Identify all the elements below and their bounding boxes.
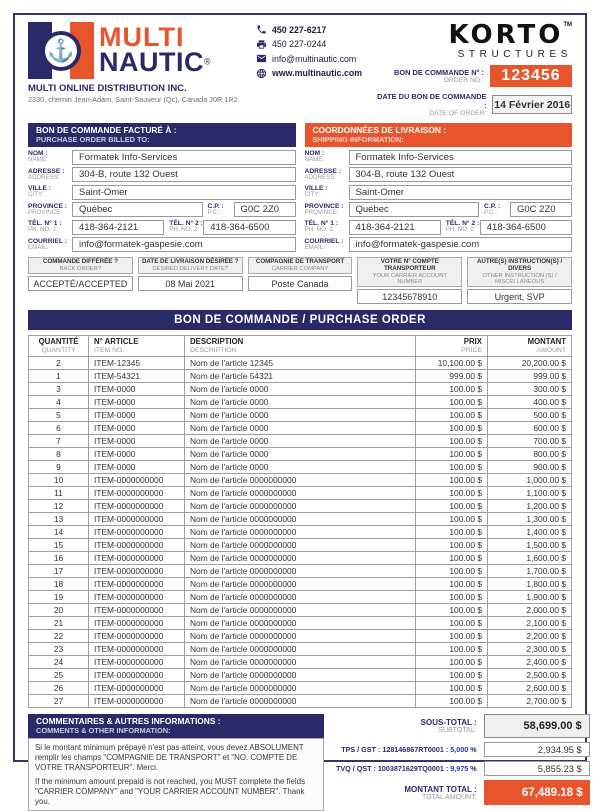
item-no-cell[interactable]: ITEM-0000 bbox=[89, 383, 185, 396]
item-price-cell[interactable]: 100.00 $ bbox=[416, 487, 488, 500]
item-no-cell[interactable]: ITEM-0000000000 bbox=[89, 513, 185, 526]
item-row bbox=[29, 435, 572, 448]
item-quantity-cell[interactable]: 10 bbox=[29, 474, 89, 487]
item-row bbox=[29, 565, 572, 578]
item-price-cell[interactable]: 100.00 $ bbox=[416, 474, 488, 487]
item-price-cell[interactable]: 100.00 $ bbox=[416, 526, 488, 539]
order-number-label: BON DE COMMANDE N° : ORDER NO.: bbox=[394, 68, 484, 84]
item-quantity-cell[interactable]: 2 bbox=[29, 357, 89, 370]
item-price-cell[interactable]: 100.00 $ bbox=[416, 695, 488, 708]
item-quantity-cell[interactable]: 4 bbox=[29, 396, 89, 409]
items-table bbox=[28, 335, 572, 708]
item-amount-cell[interactable]: 2,300.00 $ bbox=[488, 643, 572, 656]
item-description-cell[interactable]: Nom de l'article 0000000000 bbox=[185, 474, 416, 487]
item-row bbox=[29, 409, 572, 422]
company-name: MULTI ONLINE DISTRIBUTION INC. bbox=[28, 83, 187, 94]
billed-phone2-field[interactable]: 418-364-6500 bbox=[203, 220, 295, 235]
item-row bbox=[29, 500, 572, 513]
item-price-cell[interactable]: 100.00 $ bbox=[416, 591, 488, 604]
billed-name-field[interactable]: Formatek Info-Services bbox=[72, 150, 296, 165]
item-quantity-cell[interactable]: 21 bbox=[29, 617, 89, 630]
shipping-phone1-label: TÉL. N° 1 : PH. NO. 1: bbox=[304, 220, 339, 234]
item-quantity-cell[interactable]: 3 bbox=[29, 383, 89, 396]
item-description-cell[interactable]: Nom de l'article 0000000000 bbox=[185, 695, 416, 708]
transport-field[interactable]: ACCEPTÉ/ACCEPTED bbox=[28, 276, 133, 291]
item-price-cell[interactable]: 100.00 $ bbox=[416, 643, 488, 656]
item-no-cell[interactable]: ITEM-0000000000 bbox=[89, 526, 185, 539]
korto-brand-sub: STRUCTURES bbox=[457, 49, 572, 60]
item-no-header: N° ARTICLE ITEM NO. bbox=[89, 336, 185, 357]
item-description-cell[interactable]: Nom de l'article 0000000000 bbox=[185, 500, 416, 513]
item-quantity-cell[interactable]: 9 bbox=[29, 461, 89, 474]
shipping-header: COORDONNÉES DE LIVRAISON : SHIPPING INFORMATION: bbox=[305, 123, 573, 147]
item-quantity-cell[interactable]: 19 bbox=[29, 591, 89, 604]
logo-word-nautic: NAUTIC bbox=[99, 47, 204, 78]
shipping-phone2-label: TÉL. N° 2 : PH. NO. 2: bbox=[445, 220, 480, 234]
item-quantity-cell[interactable]: 6 bbox=[29, 422, 89, 435]
item-price-cell[interactable]: 100.00 $ bbox=[416, 578, 488, 591]
contact-website: www.multinautic.com bbox=[256, 68, 376, 79]
transport-field[interactable]: 08 Mai 2021 bbox=[138, 276, 243, 291]
gst-label: TPS / GST : 128146867RT0001 : 5,000 % bbox=[341, 745, 477, 755]
transport-field[interactable]: Poste Canada bbox=[248, 276, 353, 291]
purchase-order-band: BON DE COMMANDE / PURCHASE ORDER bbox=[28, 310, 572, 330]
item-description-cell[interactable]: Nom de l'article 0000 bbox=[185, 409, 416, 422]
item-amount-cell[interactable]: 2,600.00 $ bbox=[488, 682, 572, 695]
item-description-cell[interactable]: Nom de l'article 0000000000 bbox=[185, 591, 416, 604]
item-row bbox=[29, 370, 572, 383]
item-amount-cell[interactable]: 1,400.00 $ bbox=[488, 526, 572, 539]
item-quantity-cell[interactable]: 20 bbox=[29, 604, 89, 617]
billed-city-label: VILLE : CITY: bbox=[28, 185, 52, 199]
item-row bbox=[29, 604, 572, 617]
qst-row bbox=[336, 761, 590, 776]
registered-icon: ® bbox=[204, 56, 211, 67]
item-no-cell[interactable]: ITEM-0000000000 bbox=[89, 565, 185, 578]
item-quantity-cell[interactable]: 23 bbox=[29, 643, 89, 656]
item-amount-cell[interactable]: 1,100.00 $ bbox=[488, 487, 572, 500]
item-no-cell[interactable]: ITEM-0000000000 bbox=[89, 591, 185, 604]
subtotal-value: 58,699.00 $ bbox=[484, 714, 590, 738]
item-amount-cell[interactable]: 500.00 $ bbox=[488, 409, 572, 422]
item-row bbox=[29, 396, 572, 409]
billed-phone1-label: TÉL. N° 1 : PH. NO. 1: bbox=[28, 220, 62, 234]
shipping-address-field[interactable]: 304-B, route 132 Ouest bbox=[349, 167, 573, 182]
item-price-cell[interactable]: 100.00 $ bbox=[416, 656, 488, 669]
item-description-cell[interactable]: Nom de l'article 0000000000 bbox=[185, 539, 416, 552]
item-row bbox=[29, 695, 572, 708]
item-description-cell[interactable]: Nom de l'article 0000000000 bbox=[185, 552, 416, 565]
billed-postal-field[interactable]: G0C 2Z0 bbox=[234, 202, 296, 217]
item-price-cell[interactable]: 100.00 $ bbox=[416, 461, 488, 474]
transport-label: COMMANDE DIFFÉRÉE ? BACK ORDER? bbox=[28, 257, 133, 274]
item-no-cell[interactable]: ITEM-0000000000 bbox=[89, 474, 185, 487]
item-price-cell[interactable]: 100.00 $ bbox=[416, 669, 488, 682]
billed-phone2-label: TÉL. N° 2 : PH. NO. 2: bbox=[169, 220, 203, 234]
item-amount-cell[interactable]: 2,700.00 $ bbox=[488, 695, 572, 708]
item-no-cell[interactable]: ITEM-0000000000 bbox=[89, 578, 185, 591]
order-date-row bbox=[376, 92, 572, 117]
subtotal-label: SOUS-TOTAL : SUBTOTAL: bbox=[420, 718, 477, 735]
fax-icon bbox=[256, 39, 267, 50]
item-quantity-cell[interactable]: 17 bbox=[29, 565, 89, 578]
billed-province-label: PROVINCE : PROVINCE: bbox=[28, 202, 68, 216]
korto-brand-name: KORTO bbox=[448, 20, 564, 50]
item-amount-cell[interactable]: 400.00 $ bbox=[488, 396, 572, 409]
item-amount-cell[interactable]: 1,500.00 $ bbox=[488, 539, 572, 552]
phone-icon bbox=[256, 24, 267, 35]
billed-province-field[interactable]: Québec bbox=[72, 202, 203, 217]
quantity-header: QUANTITÉ QUANTITY bbox=[29, 336, 89, 357]
transport-column bbox=[357, 257, 462, 304]
item-no-cell[interactable]: ITEM-0000 bbox=[89, 409, 185, 422]
item-description-cell[interactable]: Nom de l'article 0000000000 bbox=[185, 604, 416, 617]
item-price-cell[interactable]: 100.00 $ bbox=[416, 682, 488, 695]
shipping-phone1-field[interactable]: 418-364-2121 bbox=[349, 220, 441, 235]
item-row bbox=[29, 487, 572, 500]
korto-logo bbox=[449, 22, 572, 60]
transport-column bbox=[138, 257, 243, 304]
item-description-cell[interactable]: Nom de l'article 0000000000 bbox=[185, 617, 416, 630]
item-quantity-cell[interactable]: 5 bbox=[29, 409, 89, 422]
item-no-cell[interactable]: ITEM-0000 bbox=[89, 435, 185, 448]
gst-row bbox=[336, 742, 590, 757]
item-row bbox=[29, 357, 572, 370]
company-address: 2330, chemin Jean-Adam, Saint-Sauveur (Qc), Canada J0R 1R2 bbox=[28, 95, 238, 104]
item-quantity-cell[interactable]: 22 bbox=[29, 630, 89, 643]
item-price-cell[interactable]: 100.00 $ bbox=[416, 539, 488, 552]
item-row bbox=[29, 578, 572, 591]
item-no-cell[interactable]: ITEM-0000000000 bbox=[89, 630, 185, 643]
item-amount-cell[interactable]: 600.00 $ bbox=[488, 422, 572, 435]
item-description-cell[interactable]: Nom de l'article 0000 bbox=[185, 396, 416, 409]
subtotal-row bbox=[336, 714, 590, 738]
item-description-cell[interactable]: Nom de l'article 0000000000 bbox=[185, 669, 416, 682]
billed-email-field[interactable]: info@formatek-gaspesie.com bbox=[72, 237, 296, 252]
item-no-cell[interactable]: ITEM-0000 bbox=[89, 396, 185, 409]
item-description-cell[interactable]: Nom de l'article 0000 bbox=[185, 448, 416, 461]
item-quantity-cell[interactable]: 12 bbox=[29, 500, 89, 513]
logo-anchor-mark bbox=[28, 22, 94, 79]
item-row bbox=[29, 422, 572, 435]
items-header-row bbox=[29, 336, 572, 357]
item-price-cell[interactable]: 100.00 $ bbox=[416, 448, 488, 461]
globe-icon bbox=[256, 68, 267, 79]
comments-paragraph-en: If the minimum amount prepaid is not reached, you MUST complete the fields "CARRIER COMPANY" and "YOUR CARRIER ACCOUNT NUMBER". Thank you. bbox=[35, 777, 306, 806]
item-amount-cell[interactable]: 2,100.00 $ bbox=[488, 617, 572, 630]
shipping-email-label: COURRIEL : EMAIL: bbox=[304, 237, 344, 251]
shipping-postal-label: C.P. : P.C.: bbox=[484, 202, 501, 216]
item-price-cell[interactable]: 100.00 $ bbox=[416, 435, 488, 448]
item-price-cell[interactable]: 100.00 $ bbox=[416, 422, 488, 435]
item-row bbox=[29, 539, 572, 552]
item-no-cell[interactable]: ITEM-0000000000 bbox=[89, 500, 185, 513]
comments-paragraph-fr: Si le montant minimum prépayé n'est pas atteint, vous devez ABSOLUMENT remplir les champs "COMPAGNIE DE TRANSPORT" et "NO. COMPTE DE VOTRE TRANSPORTEUR". Merci. bbox=[35, 743, 304, 772]
item-quantity-cell[interactable]: 25 bbox=[29, 669, 89, 682]
item-quantity-cell[interactable]: 13 bbox=[29, 513, 89, 526]
order-number-row bbox=[394, 65, 572, 87]
item-description-cell[interactable]: Nom de l'article 0000 bbox=[185, 435, 416, 448]
transport-field[interactable]: Urgent, SVP bbox=[467, 289, 572, 304]
item-quantity-cell[interactable]: 14 bbox=[29, 526, 89, 539]
item-amount-cell[interactable]: 2,200.00 $ bbox=[488, 630, 572, 643]
contact-fax: 450 227-0244 bbox=[256, 39, 376, 50]
item-amount-cell[interactable]: 2,000.00 $ bbox=[488, 604, 572, 617]
billed-postal-label: C.P. : P.C.: bbox=[207, 202, 224, 216]
item-row bbox=[29, 448, 572, 461]
item-no-cell[interactable]: ITEM-0000000000 bbox=[89, 617, 185, 630]
billed-name-label: NOM : NAME: bbox=[28, 150, 48, 164]
shipping-name-field[interactable]: Formatek Info-Services bbox=[349, 150, 573, 165]
email-icon bbox=[256, 53, 267, 64]
transport-column bbox=[467, 257, 572, 304]
item-amount-cell[interactable]: 800.00 $ bbox=[488, 448, 572, 461]
totals-section bbox=[324, 714, 590, 811]
item-price-cell[interactable]: 100.00 $ bbox=[416, 604, 488, 617]
item-amount-cell[interactable]: 1,700.00 $ bbox=[488, 565, 572, 578]
item-description-cell[interactable]: Nom de l'article 0000000000 bbox=[185, 656, 416, 669]
billed-to-section bbox=[28, 123, 296, 252]
item-description-cell[interactable]: Nom de l'article 0000000000 bbox=[185, 682, 416, 695]
shipping-city-label: VILLE : CITY: bbox=[304, 185, 328, 199]
item-price-cell[interactable]: 100.00 $ bbox=[416, 617, 488, 630]
item-no-cell[interactable]: ITEM-0000000000 bbox=[89, 487, 185, 500]
item-no-cell[interactable]: ITEM-12345 bbox=[89, 357, 185, 370]
item-price-cell[interactable]: 100.00 $ bbox=[416, 500, 488, 513]
price-header: PRIX PRICE bbox=[416, 336, 488, 357]
item-row bbox=[29, 630, 572, 643]
item-description-cell[interactable]: Nom de l'article 0000000000 bbox=[185, 487, 416, 500]
item-no-cell[interactable]: ITEM-0000 bbox=[89, 461, 185, 474]
item-price-cell[interactable]: 10,100.00 $ bbox=[416, 357, 488, 370]
total-label: MONTANT TOTAL : TOTAL AMOUNT: bbox=[404, 784, 477, 801]
item-quantity-cell[interactable]: 7 bbox=[29, 435, 89, 448]
purchase-order-page bbox=[13, 13, 587, 806]
item-row bbox=[29, 682, 572, 695]
billed-email-label: COURRIEL : EMAIL: bbox=[28, 237, 67, 251]
shipping-province-field[interactable]: Québec bbox=[349, 202, 480, 217]
item-quantity-cell[interactable]: 1 bbox=[29, 370, 89, 383]
item-amount-cell[interactable]: 1,200.00 $ bbox=[488, 500, 572, 513]
shipping-city-field[interactable]: Saint-Omer bbox=[349, 185, 573, 200]
comments-header: COMMENTAIRES & AUTRES INFORMATIONS : COMMENTS & OTHER INFORMATION: bbox=[28, 714, 324, 738]
item-quantity-cell[interactable]: 15 bbox=[29, 539, 89, 552]
item-row bbox=[29, 474, 572, 487]
logo-word-multi: MULTI bbox=[99, 22, 185, 52]
qst-value-field[interactable]: 5,855.23 $ bbox=[484, 761, 590, 776]
transport-label: VOTRE N° COMPTE TRANSPORTEUR YOUR CARRIER ACCOUNT NUMBER bbox=[357, 257, 462, 287]
order-date-field[interactable]: 14 Février 2016 bbox=[492, 95, 572, 114]
item-no-cell[interactable]: ITEM-0000000000 bbox=[89, 552, 185, 565]
gst-value-field[interactable]: 2,934.95 $ bbox=[484, 742, 590, 757]
contact-block bbox=[256, 22, 376, 82]
transport-label: AUTRE(S) INSTRUCTION(S) / DIVERS OTHER INSTRUCTION (S) / MISCELLANEOUS bbox=[467, 257, 572, 287]
item-quantity-cell[interactable]: 16 bbox=[29, 552, 89, 565]
item-amount-cell[interactable]: 1,300.00 $ bbox=[488, 513, 572, 526]
item-description-cell[interactable]: Nom de l'article 0000 bbox=[185, 383, 416, 396]
item-no-cell[interactable]: ITEM-0000000000 bbox=[89, 643, 185, 656]
item-amount-cell[interactable]: 900.00 $ bbox=[488, 461, 572, 474]
billed-city-field[interactable]: Saint-Omer bbox=[72, 185, 296, 200]
item-price-cell[interactable]: 100.00 $ bbox=[416, 513, 488, 526]
item-amount-cell[interactable]: 2,500.00 $ bbox=[488, 669, 572, 682]
description-header: DESCRIPTION DESCRIPTION bbox=[185, 336, 416, 357]
transport-column bbox=[248, 257, 353, 304]
item-no-cell[interactable]: ITEM-54321 bbox=[89, 370, 185, 383]
comments-body[interactable] bbox=[28, 738, 324, 811]
item-amount-cell[interactable]: 700.00 $ bbox=[488, 435, 572, 448]
shipping-postal-field[interactable]: G0C 2Z0 bbox=[510, 202, 572, 217]
item-row bbox=[29, 526, 572, 539]
item-row bbox=[29, 617, 572, 630]
item-amount-cell[interactable]: 1,000.00 $ bbox=[488, 474, 572, 487]
item-amount-cell[interactable]: 2,400.00 $ bbox=[488, 656, 572, 669]
transport-field[interactable]: 12345678910 bbox=[357, 289, 462, 304]
item-description-cell[interactable]: Nom de l'article 0000 bbox=[185, 422, 416, 435]
item-price-cell[interactable]: 100.00 $ bbox=[416, 565, 488, 578]
shipping-province-label: PROVINCE : PROVINCE: bbox=[304, 202, 344, 216]
item-description-cell[interactable]: Nom de l'article 0000000000 bbox=[185, 643, 416, 656]
contact-email: info@multinautic.com bbox=[256, 53, 376, 64]
item-price-cell[interactable]: 100.00 $ bbox=[416, 396, 488, 409]
item-row bbox=[29, 552, 572, 565]
item-price-cell[interactable]: 999.00 $ bbox=[416, 370, 488, 383]
shipping-section bbox=[305, 123, 573, 252]
anchor-icon: ⚓ bbox=[47, 37, 75, 63]
multinautic-logo bbox=[28, 22, 256, 79]
item-no-cell[interactable]: ITEM-0000000000 bbox=[89, 656, 185, 669]
total-amount-value: 67,489.18 $ bbox=[484, 780, 590, 805]
item-row bbox=[29, 591, 572, 604]
trademark-icon: TM bbox=[563, 22, 572, 28]
item-price-cell[interactable]: 100.00 $ bbox=[416, 409, 488, 422]
item-amount-cell[interactable]: 1,800.00 $ bbox=[488, 578, 572, 591]
item-no-cell[interactable]: ITEM-0000000000 bbox=[89, 604, 185, 617]
item-price-cell[interactable]: 100.00 $ bbox=[416, 383, 488, 396]
transport-label: COMPAGNIE DE TRANSPORT CARRIER COMPANY bbox=[248, 257, 353, 274]
items-body bbox=[29, 357, 572, 708]
item-description-cell[interactable]: Nom de l'article 0000000000 bbox=[185, 630, 416, 643]
shipping-address-label: ADRESSE : ADDRESS: bbox=[304, 167, 341, 181]
item-quantity-cell[interactable]: 27 bbox=[29, 695, 89, 708]
total-row bbox=[336, 780, 590, 805]
item-amount-cell[interactable]: 20,200.00 $ bbox=[488, 357, 572, 370]
billed-address-field[interactable]: 304-B, route 132 Ouest bbox=[72, 167, 296, 182]
header bbox=[28, 22, 572, 117]
item-quantity-cell[interactable]: 11 bbox=[29, 487, 89, 500]
item-no-cell[interactable]: ITEM-0000000000 bbox=[89, 669, 185, 682]
item-amount-cell[interactable]: 999.00 $ bbox=[488, 370, 572, 383]
transport-label: DATE DE LIVRAISON DÉSIRÉE ? DESIRED DELIVERY DATE? bbox=[138, 257, 243, 274]
item-no-cell[interactable]: ITEM-0000000000 bbox=[89, 695, 185, 708]
item-row bbox=[29, 669, 572, 682]
item-price-cell[interactable]: 100.00 $ bbox=[416, 630, 488, 643]
item-quantity-cell[interactable]: 24 bbox=[29, 656, 89, 669]
shipping-name-label: NOM : NAME: bbox=[304, 150, 325, 164]
item-description-cell[interactable]: Nom de l'article 12345 bbox=[185, 357, 416, 370]
item-description-cell[interactable]: Nom de l'article 0000000000 bbox=[185, 513, 416, 526]
item-amount-cell[interactable]: 300.00 $ bbox=[488, 383, 572, 396]
billed-address-label: ADRESSE : ADDRESS: bbox=[28, 167, 65, 181]
shipping-email-field[interactable]: info@formatek-gaspesie.com bbox=[349, 237, 573, 252]
contact-phone: 450 227-6217 bbox=[256, 24, 376, 35]
item-description-cell[interactable]: Nom de l'article 0000 bbox=[185, 461, 416, 474]
item-no-cell[interactable]: ITEM-0000000000 bbox=[89, 539, 185, 552]
item-row bbox=[29, 461, 572, 474]
transport-info-row bbox=[28, 257, 572, 304]
item-row bbox=[29, 513, 572, 526]
item-no-cell[interactable]: ITEM-0000 bbox=[89, 448, 185, 461]
item-no-cell[interactable]: ITEM-0000000000 bbox=[89, 682, 185, 695]
item-amount-cell[interactable]: 1,600.00 $ bbox=[488, 552, 572, 565]
billed-phone1-field[interactable]: 418-364-2121 bbox=[72, 220, 164, 235]
qst-label: TVQ / QST : 1003871629TQ0001 : 9,975 % bbox=[336, 764, 477, 774]
item-description-cell[interactable]: Nom de l'article 0000000000 bbox=[185, 565, 416, 578]
item-description-cell[interactable]: Nom de l'article 54321 bbox=[185, 370, 416, 383]
gst-rate: 5,000 bbox=[450, 745, 469, 755]
item-row bbox=[29, 383, 572, 396]
item-quantity-cell[interactable]: 8 bbox=[29, 448, 89, 461]
comments-section bbox=[28, 714, 324, 811]
item-quantity-cell[interactable]: 26 bbox=[29, 682, 89, 695]
item-description-cell[interactable]: Nom de l'article 0000000000 bbox=[185, 578, 416, 591]
item-quantity-cell[interactable]: 18 bbox=[29, 578, 89, 591]
amount-header: MONTANT AMOUNT bbox=[488, 336, 572, 357]
item-description-cell[interactable]: Nom de l'article 0000000000 bbox=[185, 526, 416, 539]
transport-column bbox=[28, 257, 133, 304]
item-amount-cell[interactable]: 1,900.00 $ bbox=[488, 591, 572, 604]
order-date-label: DATE DU BON DE COMMANDE : DATE OF ORDER: bbox=[376, 92, 487, 117]
billed-to-header: BON DE COMMANDE FACTURÉ À : PURCHASE ORDER BILLED TO: bbox=[28, 123, 296, 147]
item-row bbox=[29, 643, 572, 656]
qst-rate: 9,975 bbox=[450, 764, 469, 774]
logo-wordmark bbox=[99, 22, 211, 78]
item-row bbox=[29, 656, 572, 669]
item-no-cell[interactable]: ITEM-0000 bbox=[89, 422, 185, 435]
item-price-cell[interactable]: 100.00 $ bbox=[416, 552, 488, 565]
order-number-field[interactable]: 123456 bbox=[490, 65, 572, 87]
shipping-phone2-field[interactable]: 418-364-6500 bbox=[480, 220, 572, 235]
